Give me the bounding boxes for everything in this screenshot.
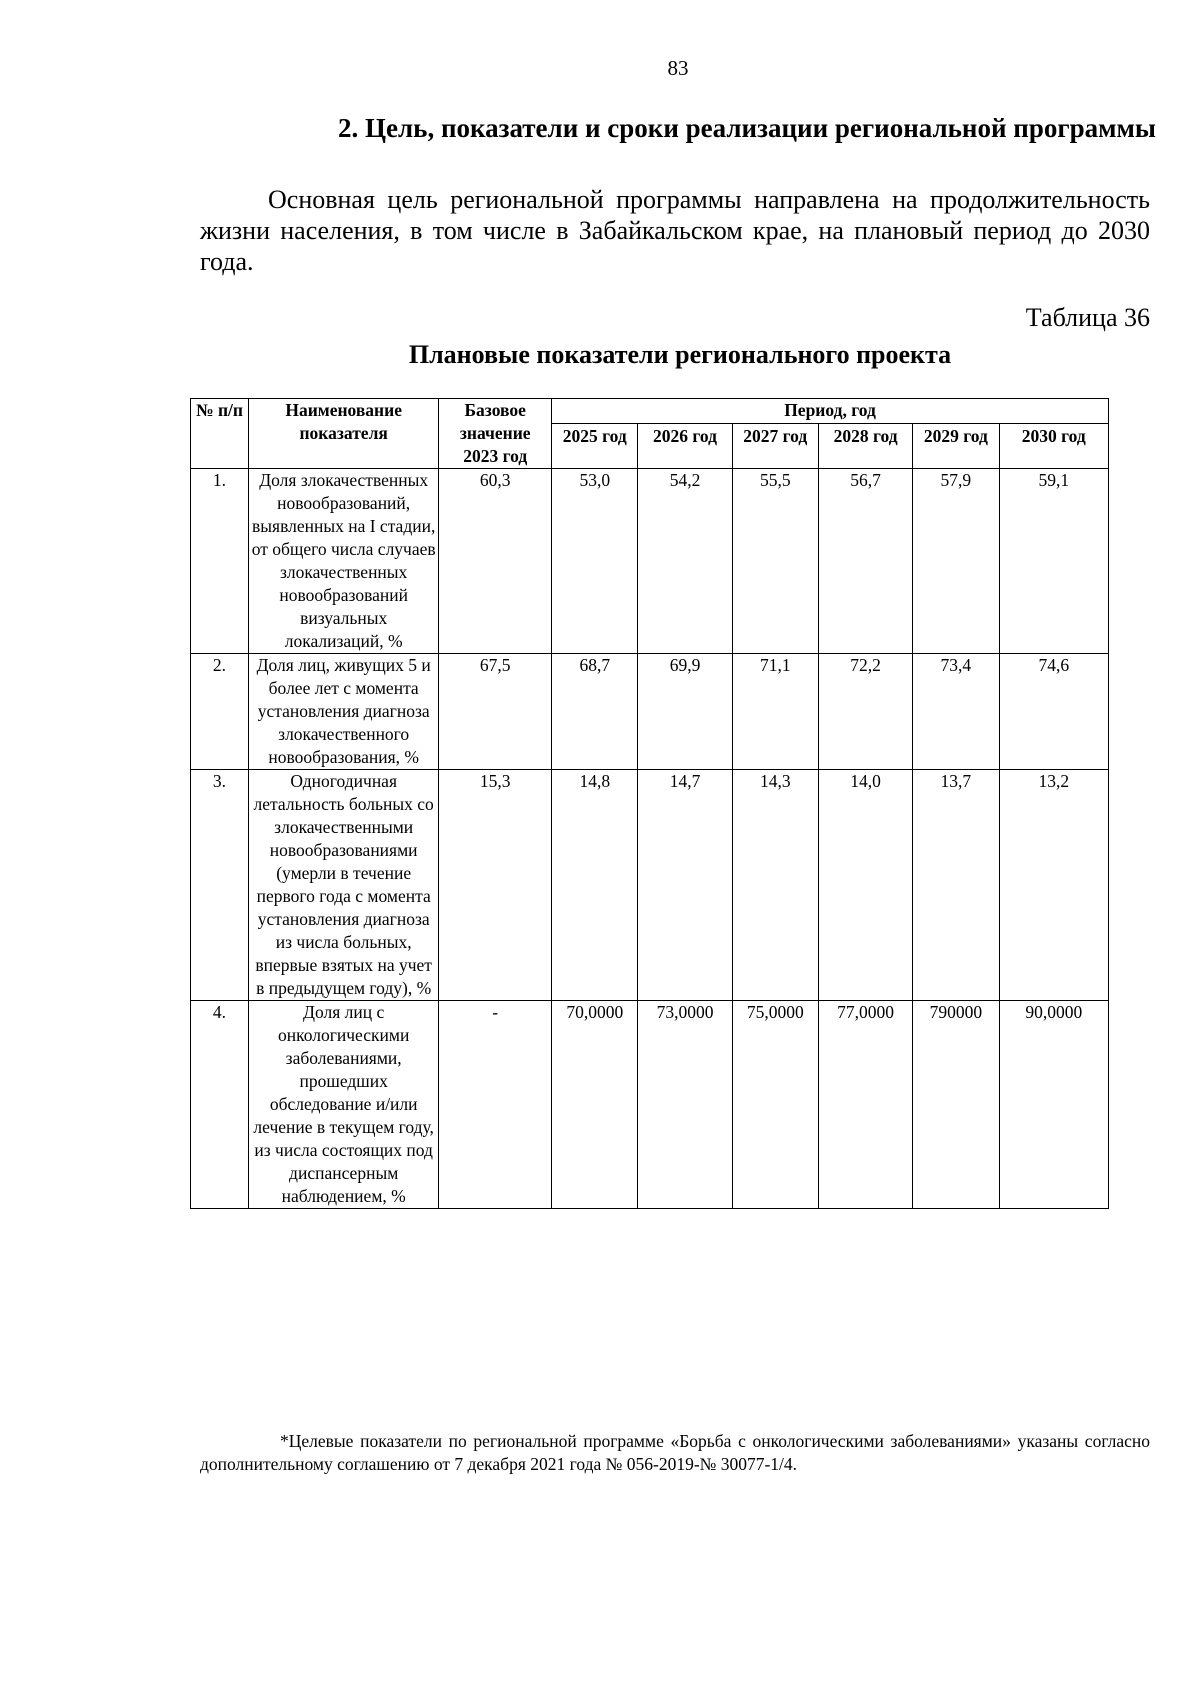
row-number: 4.: [191, 1001, 249, 1209]
row-name: Доля лиц с онкологическими заболеваниями, прошедших обследование и/или лечение в текущем году, из числа состоящих под диспансерным наблюдением, %: [248, 1001, 438, 1209]
row-value: 53,0: [552, 469, 638, 654]
header-year: 2027 год: [732, 424, 818, 469]
row-value: 14,7: [638, 770, 732, 1001]
row-number: 3.: [191, 770, 249, 1001]
row-value: 14,8: [552, 770, 638, 1001]
row-value: 90,0000: [999, 1001, 1108, 1209]
row-value: 14,0: [819, 770, 913, 1001]
header-year: 2030 год: [999, 424, 1108, 469]
row-base: 60,3: [439, 469, 552, 654]
header-year: 2029 год: [913, 424, 999, 469]
intro-paragraph: Основная цель региональной программы направлена на продолжительность жизни населения, в том числе в Забайкальском крае, на плановый период до 2030 года.: [200, 185, 1150, 276]
row-name: Доля лиц, живущих 5 и более лет с момента установления диагноза злокачественного новообразования, %: [248, 654, 438, 770]
table-row: [191, 654, 1109, 770]
header-year: 2025 год: [552, 424, 638, 469]
row-value: 72,2: [819, 654, 913, 770]
row-value: 55,5: [732, 469, 818, 654]
table-number: Таблица 36: [1025, 303, 1150, 332]
row-number: 2.: [191, 654, 249, 770]
table-row: [191, 1001, 1109, 1209]
footnote: *Целевые показатели по региональной программе «Борьба с онкологическими заболеваниями» указаны согласно дополнительному соглашению от 7 декабря 2021 года № 056-2019-№ 30077-1/4.: [200, 1431, 1150, 1474]
header-number: № п/п: [191, 399, 249, 469]
table-row: [191, 770, 1109, 1001]
row-base: 15,3: [439, 770, 552, 1001]
row-value: 54,2: [638, 469, 732, 654]
row-value: 74,6: [999, 654, 1108, 770]
row-value: 13,2: [999, 770, 1108, 1001]
row-base: 67,5: [439, 654, 552, 770]
row-value: 75,0000: [732, 1001, 818, 1209]
row-value: 790000: [913, 1001, 999, 1209]
row-value: 70,0000: [552, 1001, 638, 1209]
row-base: -: [439, 1001, 552, 1209]
row-value: 13,7: [913, 770, 999, 1001]
row-name: Доля злокачественных новообразований, выявленных на I стадии, от общего числа случаев злокачественных новообразований визуальных локализаций, %: [248, 469, 438, 654]
row-number: 1.: [191, 469, 249, 654]
table-row: [191, 469, 1109, 654]
row-name: Одногодичная летальность больных со злокачественными новообразованиями (умерли в течение первого года с момента установления диагноза из числа больных, впервые взятых на учет в предыдущем году), %: [248, 770, 438, 1001]
row-value: 14,3: [732, 770, 818, 1001]
row-value: 56,7: [819, 469, 913, 654]
row-value: 59,1: [999, 469, 1108, 654]
header-year: 2026 год: [638, 424, 732, 469]
header-year: 2028 год: [819, 424, 913, 469]
row-value: 71,1: [732, 654, 818, 770]
header-period: Период, год: [552, 399, 1109, 424]
row-value: 73,0000: [638, 1001, 732, 1209]
row-value: 68,7: [552, 654, 638, 770]
table-title: Плановые показатели регионального проекта: [408, 340, 952, 369]
row-value: 77,0000: [819, 1001, 913, 1209]
row-value: 69,9: [638, 654, 732, 770]
header-name: Наименование показателя: [248, 399, 438, 469]
row-value: 57,9: [913, 469, 999, 654]
row-value: 73,4: [913, 654, 999, 770]
page-number: 83: [667, 56, 689, 80]
header-base: Базовое значение 2023 год: [439, 399, 552, 469]
indicators-table: [190, 398, 1109, 1209]
section-heading: 2. Цель, показатели и сроки реализации региональной программы: [338, 113, 1156, 143]
